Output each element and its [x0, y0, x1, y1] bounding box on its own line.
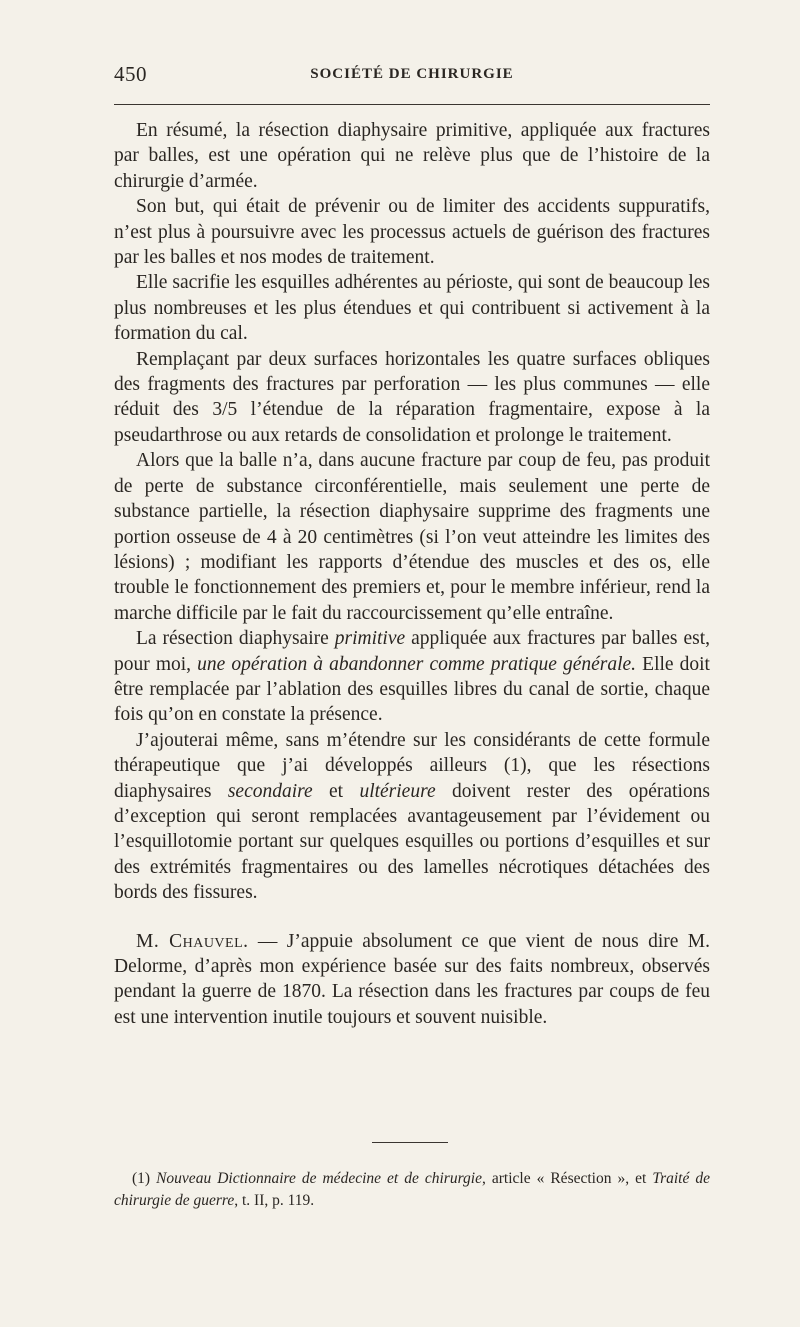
paragraph-7-italic-1: secondaire — [227, 780, 313, 802]
section-end-rule — [372, 1142, 448, 1143]
footnote-text-2: , article « Résection », et — [481, 1170, 653, 1187]
footnote-text-1: (1) — [132, 1170, 157, 1187]
paragraph-7-text-3: doivent rester des opérations d’exception qui seront remplacées avantageusement par l’évidement ou l’esquillotomie portant sur quelques esquilles ou portions d’esquilles et sur des extrémités fragmentaires ou des lamelles nécrotiques détachées des bords des fissures. — [114, 780, 710, 904]
paragraph-6-italic-2: une opération à abandonner comme pratique générale. — [197, 653, 637, 675]
footnote-text-3: , t. II, p. 119. — [234, 1192, 315, 1209]
paragraph-3: Elle sacrifie les esquilles adhérentes au périoste, qui sont de beaucoup les plus nombreuses et les plus étendues et qui contribuent si activement à la formation du cal. — [114, 272, 710, 345]
paragraph-1: En résumé, la résection diaphysaire primitive, appliquée aux fractures par balles, est une opération qui ne relève plus que de l’histoire de la chirurgie d’armée. — [114, 120, 710, 192]
paragraph-7-text-1: J’ajouterai même, sans m’étendre sur les considérants de cette formule thérapeutique que j’ai développés ailleurs (1), que les résections diaphysaires — [114, 729, 710, 802]
paragraph-6 — [114, 626, 710, 728]
paragraph-4: Remplaçant par deux surfaces horizontales les quatre surfaces obliques des fragments des fractures par perforation — les plus communes — elle réduit des 3/5 l’étendue de la réparation fragmentaire, expose à la pseudarthrose ou aux retards de consolidation et prolonge le traitement. — [114, 348, 710, 446]
page-header — [114, 62, 710, 92]
paragraph-6-italic-1: primitive — [334, 628, 406, 650]
header-rule — [114, 104, 710, 105]
paragraph-7-text-2: et — [312, 780, 360, 802]
footnote-italic-2: Traité de chirurgie de guerre — [114, 1170, 711, 1209]
body-text — [114, 118, 710, 1030]
paragraph-6-text-1: La résection diaphysaire — [136, 628, 335, 650]
running-title: SOCIÉTÉ DE CHIRURGIE — [310, 66, 514, 82]
speaker-name: M. Chauvel. — [136, 930, 249, 952]
paragraph-6-text-3: Elle doit être remplacée par l’ablation des esquilles libres du canal de sortie, chaque fois qu’on en constate la présence. — [114, 653, 710, 726]
paragraph-2: Son but, qui était de prévenir ou de limiter des accidents suppuratifs, n’est plus à poursuivre avec les processus actuels de guérison des fractures par les balles et nos modes de traitement. — [114, 196, 710, 269]
page-number: 450 — [114, 62, 147, 86]
footnote-italic-1: Nouveau Dictionnaire de médecine et de chirurgie — [156, 1170, 482, 1187]
footnote — [114, 1168, 710, 1212]
footnote-1 — [114, 1168, 710, 1212]
paragraph-5: Alors que la balle n’a, dans aucune fracture par coup de feu, pas produit de perte de substance circonférentielle, mais seulement une perte de substance partielle, la résection diaphysaire supprime des fragments une portion osseuse de 4 à 20 centimètres (si l’on veut atteindre les limites des lésions) ; modifiant les rapports d’étendue des muscles et des os, elle trouble le fonctionnement des premiers et, pour le membre inférieur, rend la marche difficile par le fait du raccourcissement qu’elle entraîne. — [114, 450, 710, 624]
paragraph-8 — [114, 929, 710, 1031]
paragraph-7-italic-2: ultérieure — [359, 780, 436, 802]
paragraph-6-text-2: appliquée aux fractures par balles est, pour moi, — [114, 628, 710, 675]
paragraph-7 — [114, 728, 710, 906]
paragraph-8-text: — J’appuie absolument ce que vient de nous dire M. Delorme, d’après mon expérience basée sur des faits nombreux, observés pendant la guerre de 1870. La résection dans les fractures par coups de feu est une intervention inutile toujours et souvent nuisible. — [114, 930, 711, 1028]
